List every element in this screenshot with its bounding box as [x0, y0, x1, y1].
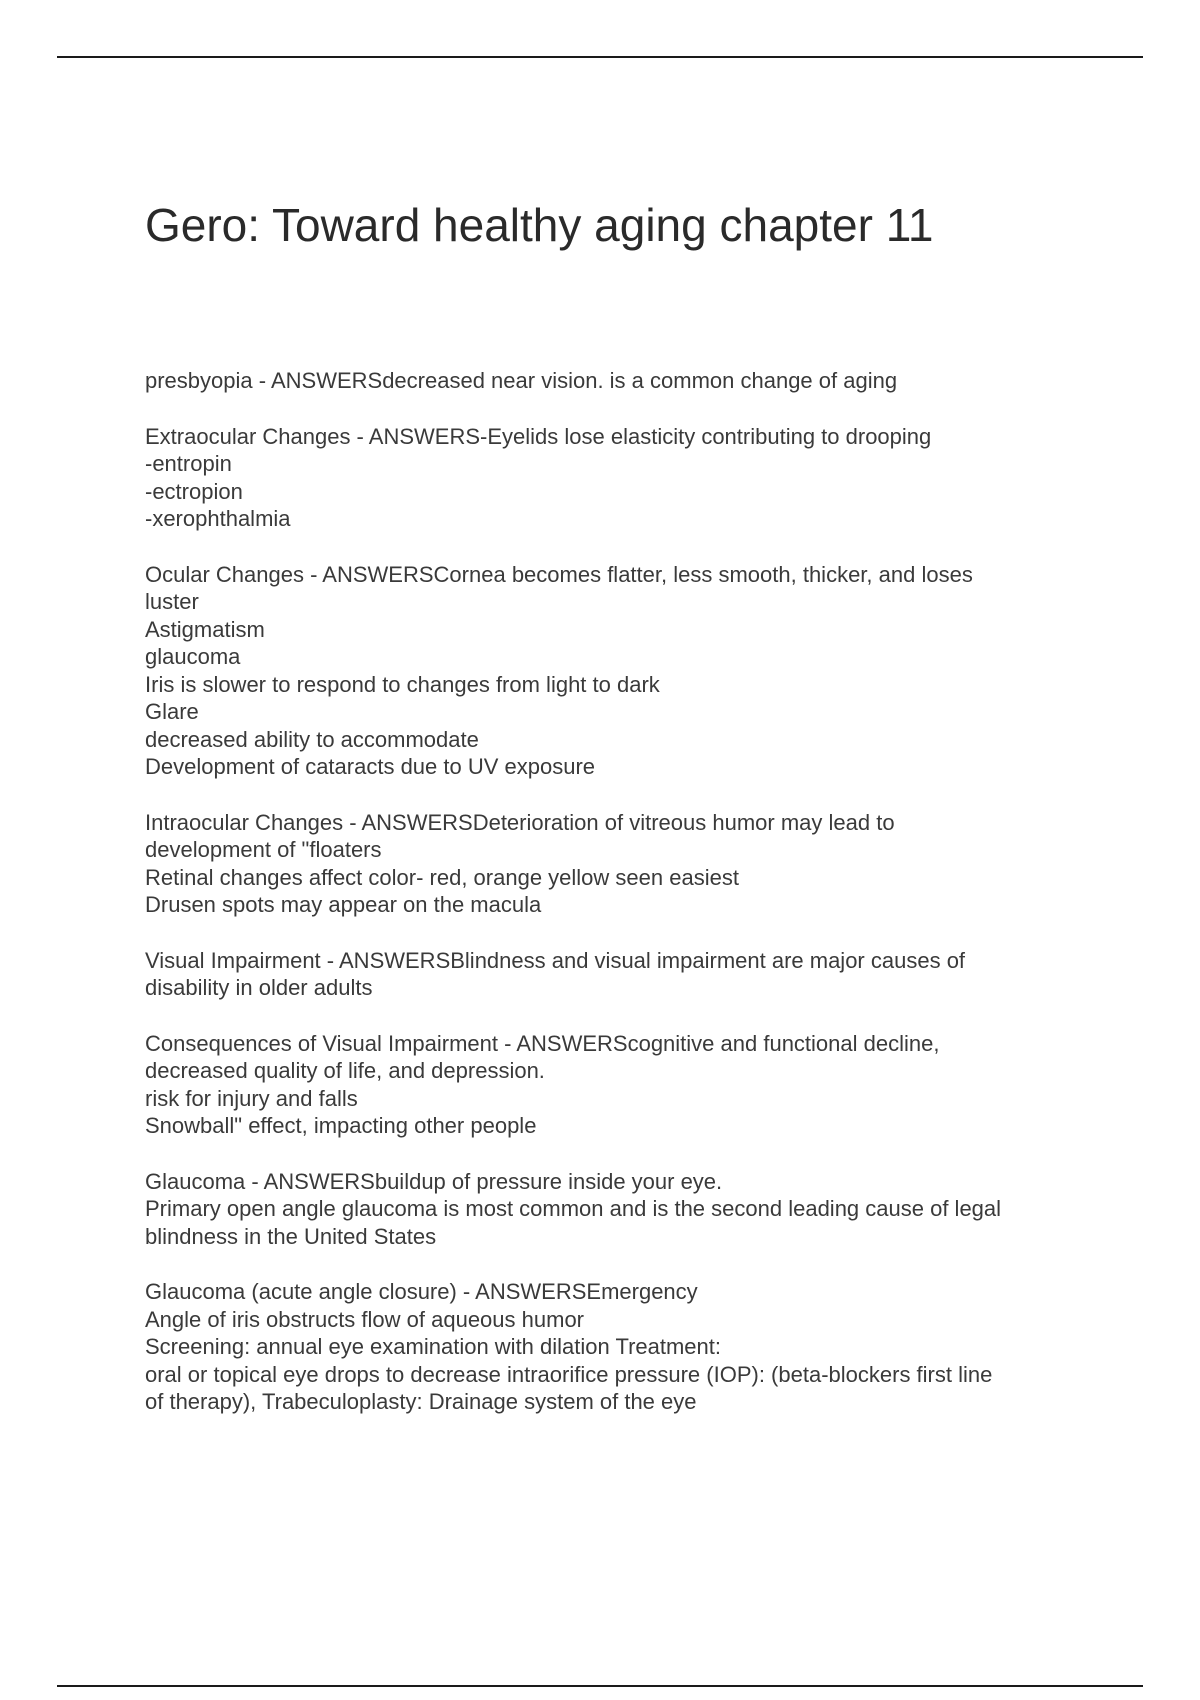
entry-line: Screening: annual eye examination with dilation Treatment: — [145, 1334, 722, 1359]
entry-line: Development of cataracts due to UV exposure — [145, 754, 596, 779]
entry-line: -entropin — [145, 451, 232, 476]
entry-line: development of "floaters — [145, 837, 382, 862]
entry-line: decreased ability to accommodate — [145, 726, 479, 752]
page-title: Gero: Toward healthy aging chapter 11 — [145, 199, 934, 251]
entry-line: Glare — [145, 699, 199, 724]
entry-line: Intraocular Changes - ANSWERSDeterioration of vitreous humor may lead to — [145, 809, 895, 835]
entry-line: luster — [145, 589, 199, 614]
entry-line: glaucoma — [145, 644, 241, 669]
entry-line: Iris is slower to respond to changes from light to dark — [145, 671, 660, 697]
flashcard-entry-glaucoma — [145, 1168, 1105, 1251]
flashcard-entry-extraocular-changes — [145, 423, 1105, 533]
entry-line: Extraocular Changes - ANSWERS-Eyelids lose elasticity contributing to drooping — [145, 423, 932, 449]
entry-line: of therapy), Trabeculoplasty: Drainage system of the eye — [145, 1389, 697, 1414]
flashcard-list — [145, 367, 1105, 1444]
entry-line: presbyopia - ANSWERSdecreased near vision. is a common change of aging — [145, 368, 898, 393]
bottom-divider — [57, 1685, 1143, 1687]
entry-line: Drusen spots may appear on the macula — [145, 892, 542, 917]
entry-line: decreased quality of life, and depression. — [145, 1058, 545, 1083]
entry-line: Retinal changes affect color- red, orange yellow seen easiest — [145, 864, 739, 890]
entry-line: Glaucoma - ANSWERSbuildup of pressure inside your eye. — [145, 1168, 723, 1194]
top-divider — [57, 56, 1143, 58]
entry-line: Visual Impairment - ANSWERSBlindness and visual impairment are major causes of — [145, 947, 966, 973]
entry-line: disability in older adults — [145, 975, 373, 1000]
entry-line: oral or topical eye drops to decrease intraorifice pressure (IOP): (beta-blockers first line — [145, 1361, 993, 1387]
entry-line: Astigmatism — [145, 616, 265, 642]
entry-line: Snowball" effect, impacting other people — [145, 1113, 537, 1138]
entry-line: Primary open angle glaucoma is most common and is the second leading cause of legal — [145, 1196, 1002, 1221]
entry-line: blindness in the United States — [145, 1223, 437, 1249]
entry-line: -ectropion — [145, 478, 243, 504]
entry-line: risk for injury and falls — [145, 1085, 358, 1111]
flashcard-entry-consequences-of-visual-impairment — [145, 1030, 1105, 1140]
entry-line: Ocular Changes - ANSWERSCornea becomes flatter, less smooth, thicker, and loses — [145, 561, 973, 587]
flashcard-entry-intraocular-changes — [145, 809, 1105, 919]
entry-line: Glaucoma (acute angle closure) - ANSWERSEmergency — [145, 1279, 698, 1304]
entry-line: Angle of iris obstructs flow of aqueous humor — [145, 1306, 585, 1332]
entry-line: Consequences of Visual Impairment - ANSWERScognitive and functional decline, — [145, 1030, 940, 1056]
flashcard-entry-visual-impairment — [145, 947, 1105, 1002]
flashcard-entry-glaucoma-acute-angle-closure — [145, 1278, 1105, 1416]
flashcard-entry-presbyopia — [145, 367, 1105, 395]
entry-line: -xerophthalmia — [145, 506, 291, 531]
flashcard-entry-ocular-changes — [145, 561, 1105, 781]
